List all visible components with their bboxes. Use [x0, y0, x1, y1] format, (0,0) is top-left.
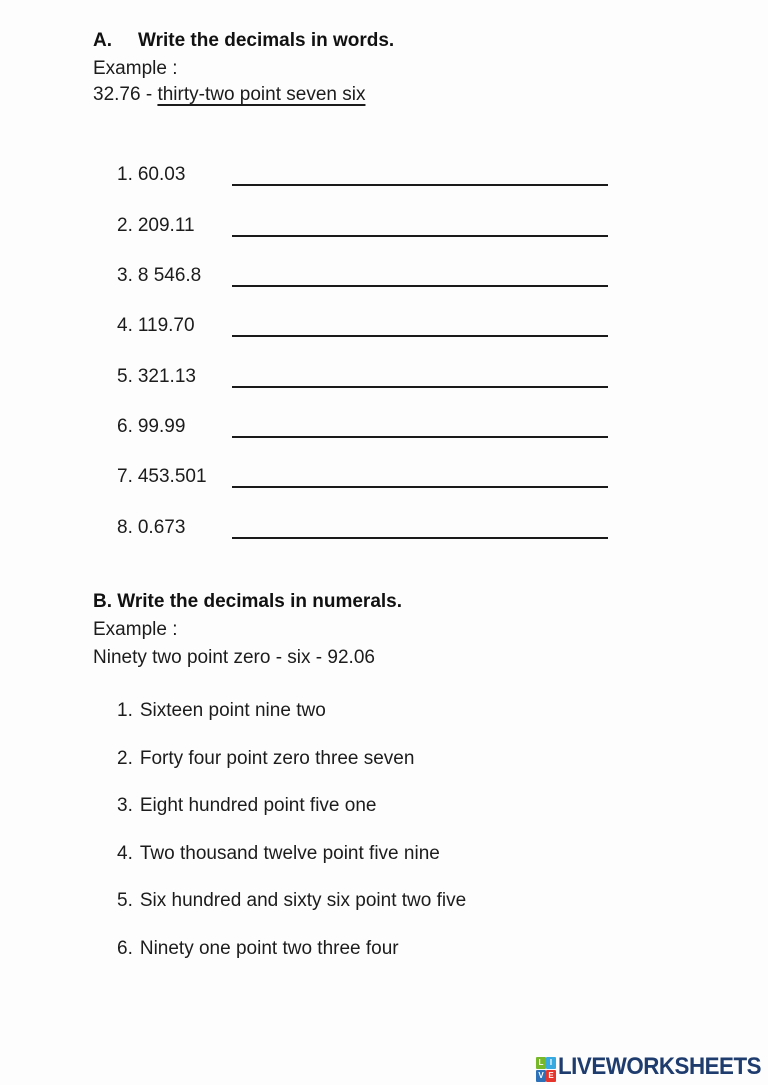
- logo-letter-l: L: [536, 1057, 546, 1069]
- answer-blank[interactable]: [232, 315, 608, 337]
- item-text: Two thousand twelve point five nine: [139, 843, 440, 864]
- section-a-example-label: Example :: [93, 58, 178, 79]
- section-b-example-label: Example :: [93, 619, 178, 640]
- item-number: 8.: [117, 517, 133, 538]
- item-text: Sixteen point nine two: [139, 700, 326, 721]
- answer-blank[interactable]: [232, 416, 608, 438]
- item-text: Ninety one point two three four: [139, 938, 399, 959]
- section-a-example: [93, 84, 365, 106]
- liveworksheets-logo-icon: [536, 1057, 556, 1082]
- answer-blank[interactable]: [232, 517, 608, 539]
- answer-blank[interactable]: [232, 164, 608, 186]
- item-value: 0.673: [137, 517, 186, 538]
- worksheet-item-a2: [117, 213, 608, 237]
- item-value: 453.501: [137, 466, 207, 487]
- item-label: [117, 164, 232, 186]
- worksheet-item-a4: [117, 313, 608, 337]
- item-value: 60.03: [137, 164, 186, 185]
- item-value: 8 546.8: [137, 265, 202, 286]
- item-number: 7.: [117, 466, 133, 487]
- item-number: 4.: [117, 843, 133, 864]
- item-number: 1.: [117, 164, 133, 185]
- answer-blank[interactable]: [232, 366, 608, 388]
- section-a-heading-text: Write the decimals in words.: [138, 30, 395, 51]
- item-value: 99.99: [137, 416, 186, 437]
- item-number: 3.: [117, 265, 133, 286]
- item-number: 5.: [117, 366, 133, 387]
- worksheet-item-b2: [117, 748, 414, 770]
- worksheet-item-b3: [117, 795, 376, 817]
- item-value: 119.70: [137, 315, 195, 336]
- item-number: 4.: [117, 315, 133, 336]
- worksheet-item-a1: [117, 162, 608, 186]
- worksheet-item-a5: [117, 364, 608, 388]
- item-label: [117, 366, 232, 388]
- logo-letter-i: I: [546, 1057, 556, 1069]
- section-b-example: Ninety two point zero - six - 92.06: [93, 647, 375, 668]
- item-text: Forty four point zero three seven: [139, 748, 415, 769]
- section-b-heading: B. Write the decimals in numerals.: [93, 591, 403, 612]
- item-text: Eight hundred point five one: [139, 795, 377, 816]
- item-number: 6.: [117, 938, 133, 959]
- item-number: 3.: [117, 795, 133, 816]
- worksheet-item-a7: [117, 464, 608, 488]
- answer-blank[interactable]: [232, 215, 608, 237]
- liveworksheets-brand-text: LIVEWORKSHEETS: [558, 1053, 762, 1080]
- worksheet-item-a8: [117, 515, 608, 539]
- item-number: 2.: [117, 748, 133, 769]
- section-a-letter: A.: [93, 30, 112, 51]
- logo-letter-e: E: [546, 1070, 556, 1082]
- worksheet-item-a6: [117, 414, 608, 438]
- item-number: 1.: [117, 700, 133, 721]
- item-text: Six hundred and sixty six point two five: [139, 890, 467, 911]
- item-value: 321.13: [137, 366, 196, 387]
- section-a-example-answer: thirty-two point seven six: [157, 84, 366, 105]
- section-a-example-prefix: 32.76 -: [93, 84, 158, 105]
- item-label: [117, 315, 232, 337]
- answer-blank[interactable]: [232, 466, 608, 488]
- item-number: 5.: [117, 890, 133, 911]
- worksheet-item-b1: [117, 700, 326, 722]
- item-label: [117, 215, 232, 237]
- worksheet-item-b5: [117, 890, 466, 912]
- worksheet-item-a3: [117, 263, 608, 287]
- item-label: [117, 466, 232, 488]
- item-number: 6.: [117, 416, 133, 437]
- section-a-heading: [93, 30, 394, 52]
- item-label: [117, 265, 232, 287]
- item-value: 209.11: [137, 215, 195, 236]
- logo-letter-v: V: [536, 1070, 546, 1082]
- answer-blank[interactable]: [232, 265, 608, 287]
- item-label: [117, 416, 232, 438]
- worksheet-item-b4: [117, 843, 440, 865]
- item-number: 2.: [117, 215, 133, 236]
- worksheet-item-b6: [117, 938, 399, 960]
- item-label: [117, 517, 232, 539]
